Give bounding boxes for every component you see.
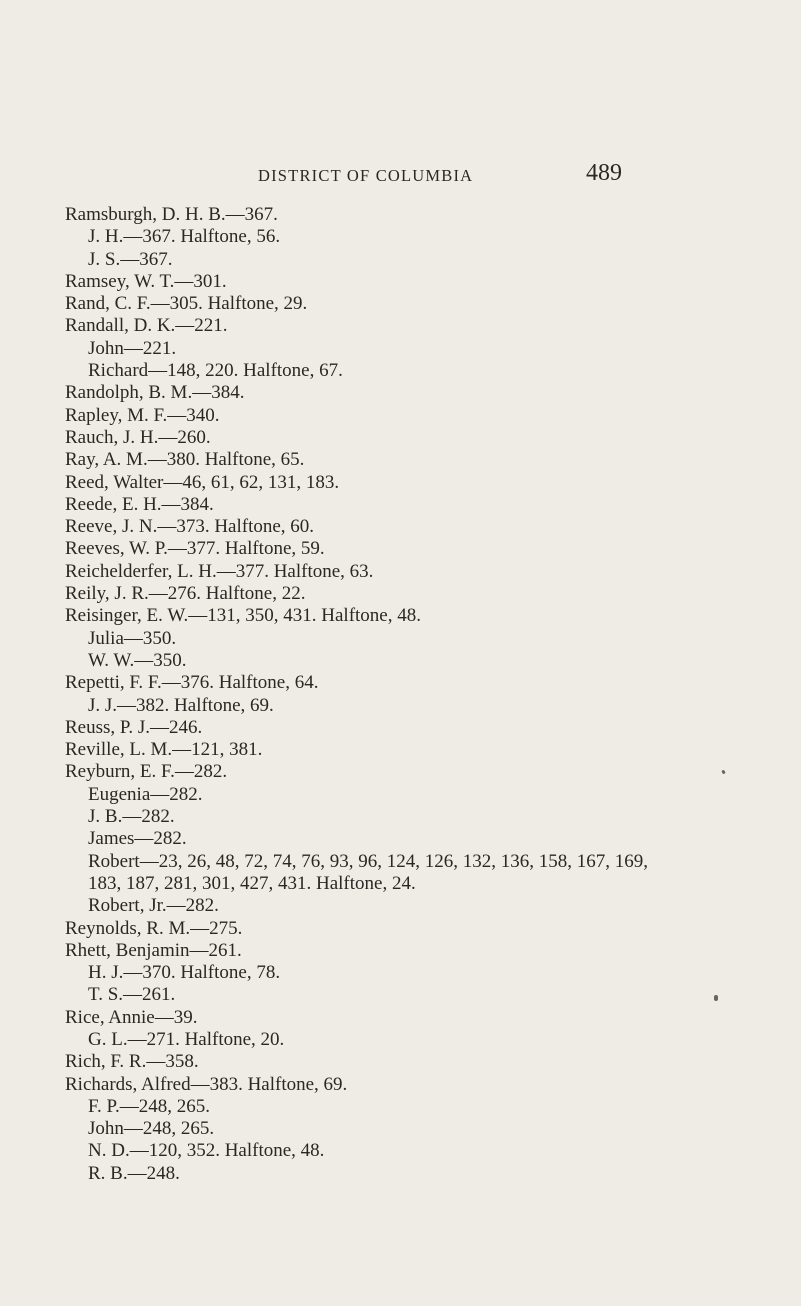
index-entry: Richard—148, 220. Halftone, 67. — [88, 360, 343, 382]
index-entry: Robert, Jr.—282. — [88, 895, 219, 917]
index-entry: Rice, Annie—39. — [65, 1006, 198, 1028]
index-entry: Reily, J. R.—276. Halftone, 22. — [65, 583, 306, 605]
index-entry: J. B.—282. — [88, 806, 175, 828]
index-entry: Reyburn, E. F.—282. — [65, 761, 228, 783]
index-entry: Reed, Walter—46, 61, 62, 131, 183. — [65, 471, 340, 493]
ink-speck — [714, 995, 718, 1001]
index-entry: Reville, L. M.—121, 381. — [65, 739, 263, 761]
index-entry: Eugenia—282. — [88, 783, 203, 805]
index-entry: J. J.—382. Halftone, 69. — [88, 694, 274, 716]
index-entry: Reynolds, R. M.—275. — [65, 917, 243, 939]
index-entry: Reeve, J. N.—373. Halftone, 60. — [65, 516, 315, 538]
page-number: 489 — [586, 160, 622, 186]
index-entries — [65, 204, 780, 1185]
index-entry: Ray, A. M.—380. Halftone, 65. — [65, 449, 305, 471]
index-entry: Reeves, W. P.—377. Halftone, 59. — [65, 538, 325, 560]
index-entry: J. S.—367. — [88, 248, 173, 270]
index-entry: Richards, Alfred—383. Halftone, 69. — [65, 1073, 348, 1095]
index-entry: Randall, D. K.—221. — [65, 315, 228, 337]
index-entry: 183, 187, 281, 301, 427, 431. Halftone, 24. — [88, 872, 416, 894]
index-entry: Rapley, M. F.—340. — [65, 404, 220, 426]
index-entry: John—248, 265. — [88, 1118, 215, 1140]
index-entry: T. S.—261. — [88, 984, 176, 1006]
index-entry: Julia—350. — [88, 627, 177, 649]
index-entry: F. P.—248, 265. — [88, 1095, 211, 1117]
index-entry: Reisinger, E. W.—131, 350, 431. Halftone, 48. — [65, 605, 421, 627]
index-entry: Rauch, J. H.—260. — [65, 426, 211, 448]
index-entry: Repetti, F. F.—376. Halftone, 64. — [65, 672, 319, 694]
index-entry: John—221. — [88, 337, 177, 359]
index-entry: Reuss, P. J.—246. — [65, 716, 203, 738]
index-entry: Rich, F. R.—358. — [65, 1051, 199, 1073]
index-entry: G. L.—271. Halftone, 20. — [88, 1028, 285, 1050]
index-entry: Ramsburgh, D. H. B.—367. — [65, 204, 278, 225]
index-entry: J. H.—367. Halftone, 56. — [88, 226, 281, 248]
index-entry: Reede, E. H.—384. — [65, 493, 214, 515]
index-entry: Robert—23, 26, 48, 72, 74, 76, 93, 96, 124, 126, 132, 136, 158, 167, 169, — [88, 850, 648, 872]
index-entry: Rand, C. F.—305. Halftone, 29. — [65, 293, 308, 315]
index-entry: H. J.—370. Halftone, 78. — [88, 962, 281, 984]
index-entry: James—282. — [88, 828, 187, 850]
index-entry: Ramsey, W. T.—301. — [65, 270, 227, 292]
index-entry: Randolph, B. M.—384. — [65, 382, 245, 404]
index-entry: N. D.—120, 352. Halftone, 48. — [88, 1140, 325, 1162]
index-entry: Reichelderfer, L. H.—377. Halftone, 63. — [65, 560, 374, 582]
index-entry: Rhett, Benjamin—261. — [65, 939, 242, 961]
index-entry: R. B.—248. — [88, 1162, 180, 1184]
running-head: DISTRICT OF COLUMBIA — [258, 166, 474, 185]
page-header — [258, 160, 678, 200]
index-entry: W. W.—350. — [88, 649, 187, 671]
